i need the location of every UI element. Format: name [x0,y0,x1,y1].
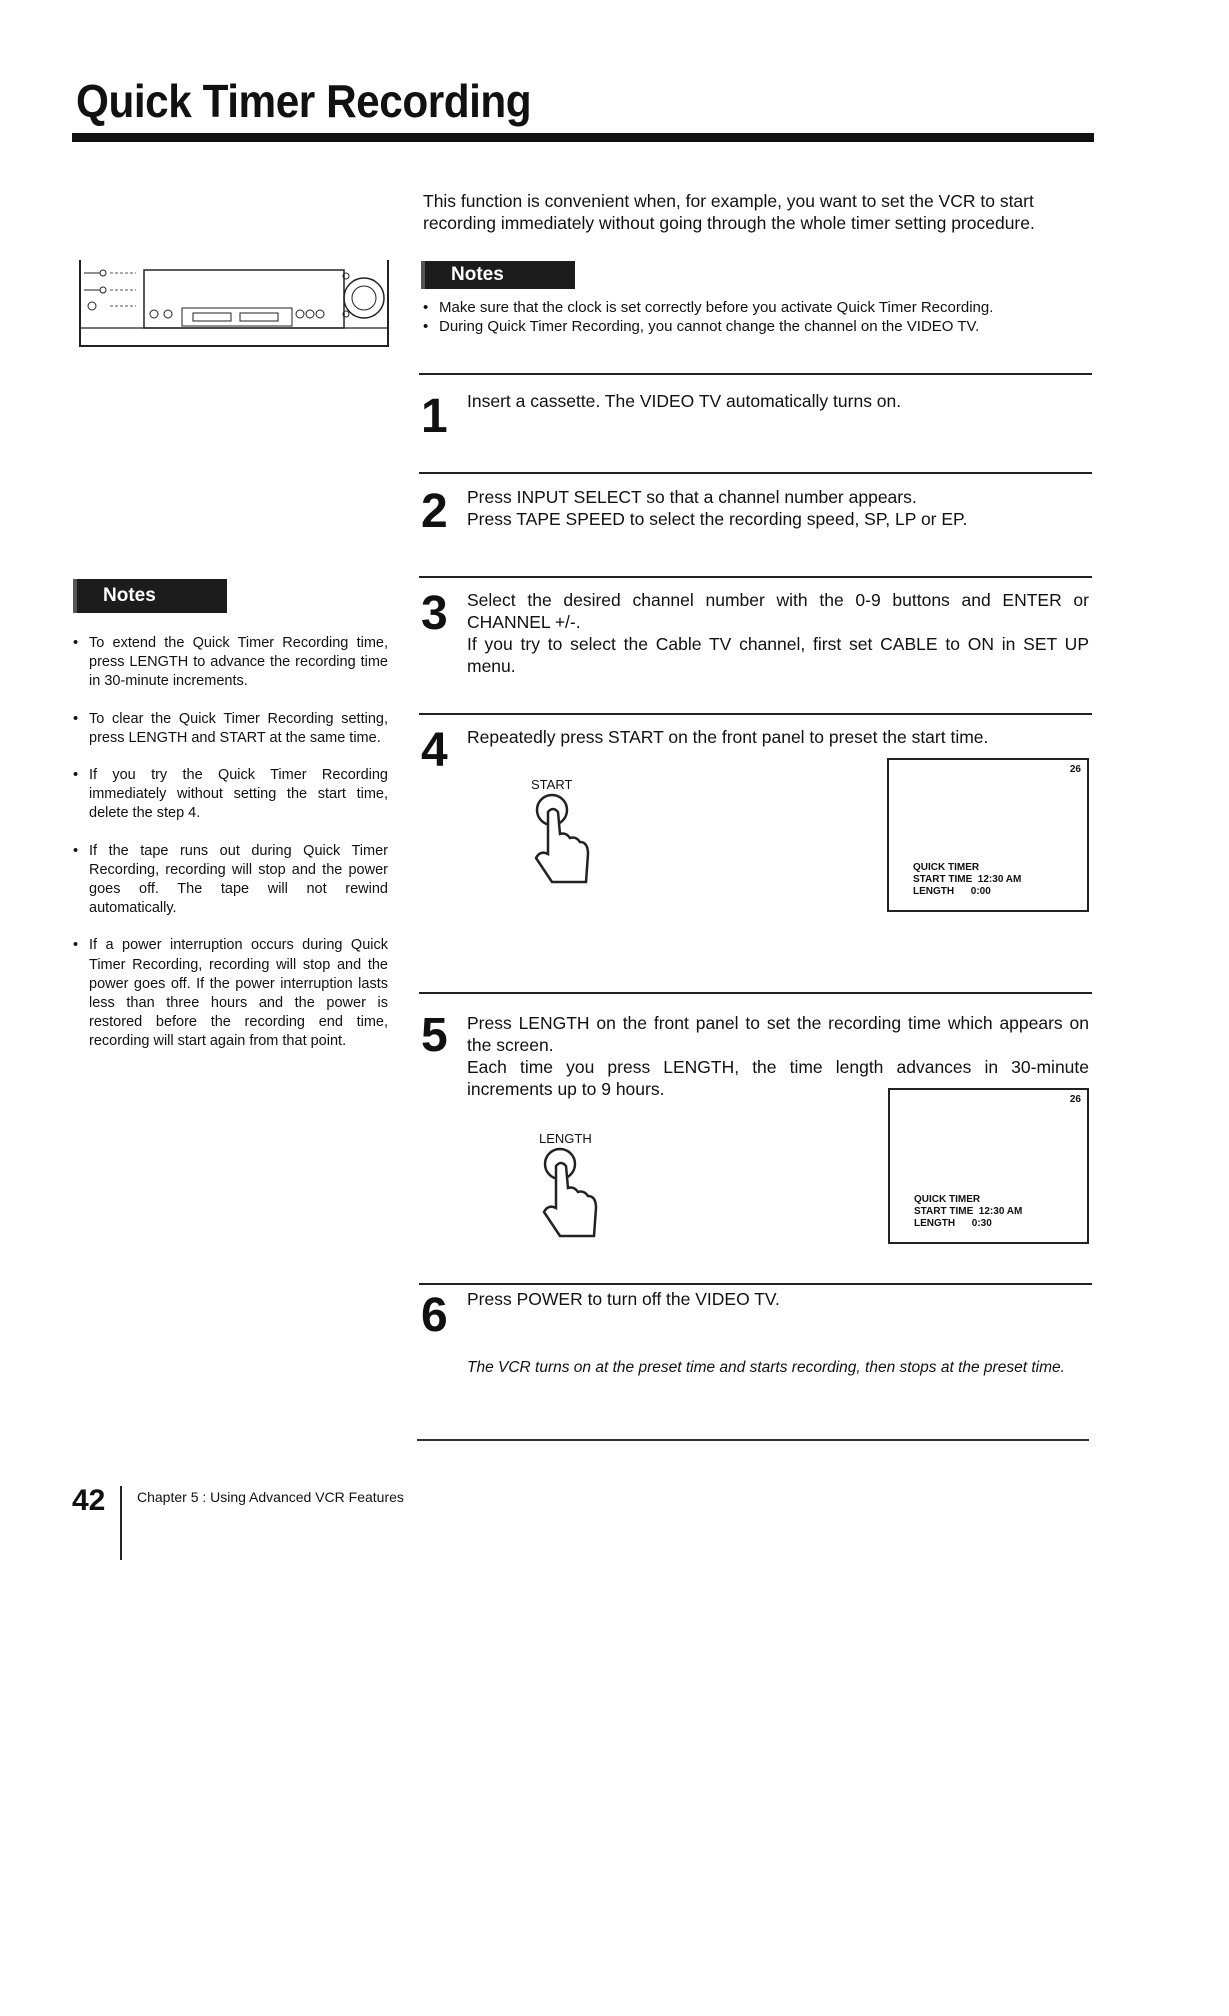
list-item: • If a power interruption occurs during Quick Timer Recording, recording will stop and the power goes off. If the power interruption lasts less than three hours and the power is restored before the recording end time, recording will start again from that point. [73,936,388,1051]
start-button-label: START [531,777,573,792]
step-number-2: 2 [421,485,448,538]
osd-line: QUICK TIMER [913,862,980,873]
vcr-front-panel-illustration [78,258,390,350]
step-divider [419,472,1092,474]
list-item: • During Quick Timer Recording, you cannot change the channel on the VIDEO TV. [423,317,1103,336]
bottom-rule [417,1439,1089,1441]
list-item: • To clear the Quick Timer Recording setting, press LENGTH and START at the same time. [73,710,388,748]
step-number-3: 3 [421,587,448,640]
step-divider [419,576,1092,578]
intro-paragraph: This function is convenient when, for example, you want to set the VCR to start recording immediately without going through the whole timer setting procedure. [423,191,1035,233]
step-number-6: 6 [421,1289,448,1342]
footer-divider [120,1486,122,1560]
osd-text [913,862,1021,898]
osd-text [914,1194,1022,1230]
channel-number: 26 [1069,764,1081,775]
left-notes-list [73,634,388,1070]
step-text-3: Select the desired channel number with the 0-9 buttons and ENTER or CHANNEL +/-. If you try to select the Cable TV channel, first set CABLE to ON in SET UP menu. [467,590,1089,676]
page-title: Quick Timer Recording [76,75,532,127]
page-number: 42 [72,1484,106,1517]
step-text-6: Press POWER to turn off the VIDEO TV. [467,1289,780,1309]
tv-screen-display [888,1088,1089,1244]
step-number-4: 4 [421,724,448,777]
length-button-label: LENGTH [539,1131,592,1146]
list-item: • If you try the Quick Timer Recording immediately without setting the start time, delete the step 4. [73,766,388,824]
notes-badge-left: Notes [73,579,227,613]
osd-line: LENGTH 0:30 [914,1218,992,1229]
channel-number: 26 [1069,1094,1081,1105]
step-number-1: 1 [421,390,448,443]
step-text-2: Press INPUT SELECT so that a channel number appears. Press TAPE SPEED to select the recording speed, SP, LP or EP. [467,487,968,529]
tv-screen-display [887,758,1089,912]
notes-badge-top: Notes [421,261,575,289]
osd-line: LENGTH 0:00 [913,886,991,897]
top-notes-list [423,298,1103,336]
finger-press-icon [536,1144,608,1242]
osd-line: START TIME 12:30 AM [913,874,1022,885]
step-number-5: 5 [421,1009,448,1062]
footer-chapter: Chapter 5 : Using Advanced VCR Features [137,1489,404,1505]
step-text-4: Repeatedly press START on the front panel to preset the start time. [467,727,989,747]
list-item: • If the tape runs out during Quick Timer Recording, recording will stop and the power goes off. The tape will not rewind automatically. [73,842,388,919]
list-item: • To extend the Quick Timer Recording time, press LENGTH to advance the recording time in 30-minute increments. [73,634,388,692]
step-divider [419,1283,1092,1285]
osd-line: START TIME 12:30 AM [914,1206,1023,1217]
list-item: • Make sure that the clock is set correctly before you activate Quick Timer Recording. [423,298,1103,317]
osd-line: QUICK TIMER [914,1194,981,1205]
step-divider [419,992,1092,994]
step-divider [419,373,1092,375]
step-text-1: Insert a cassette. The VIDEO TV automatically turns on. [467,391,902,411]
title-rule [72,133,1094,142]
step-divider [419,713,1092,715]
finger-press-icon [528,790,600,888]
closing-note: The VCR turns on at the preset time and starts recording, then stops at the preset time. [467,1359,1065,1376]
step-text-5: Press LENGTH on the front panel to set the recording time which appears on the screen. Each time you press LENGTH, the time length advances in 30-minute increments up to 9 hours. [467,1013,1089,1099]
